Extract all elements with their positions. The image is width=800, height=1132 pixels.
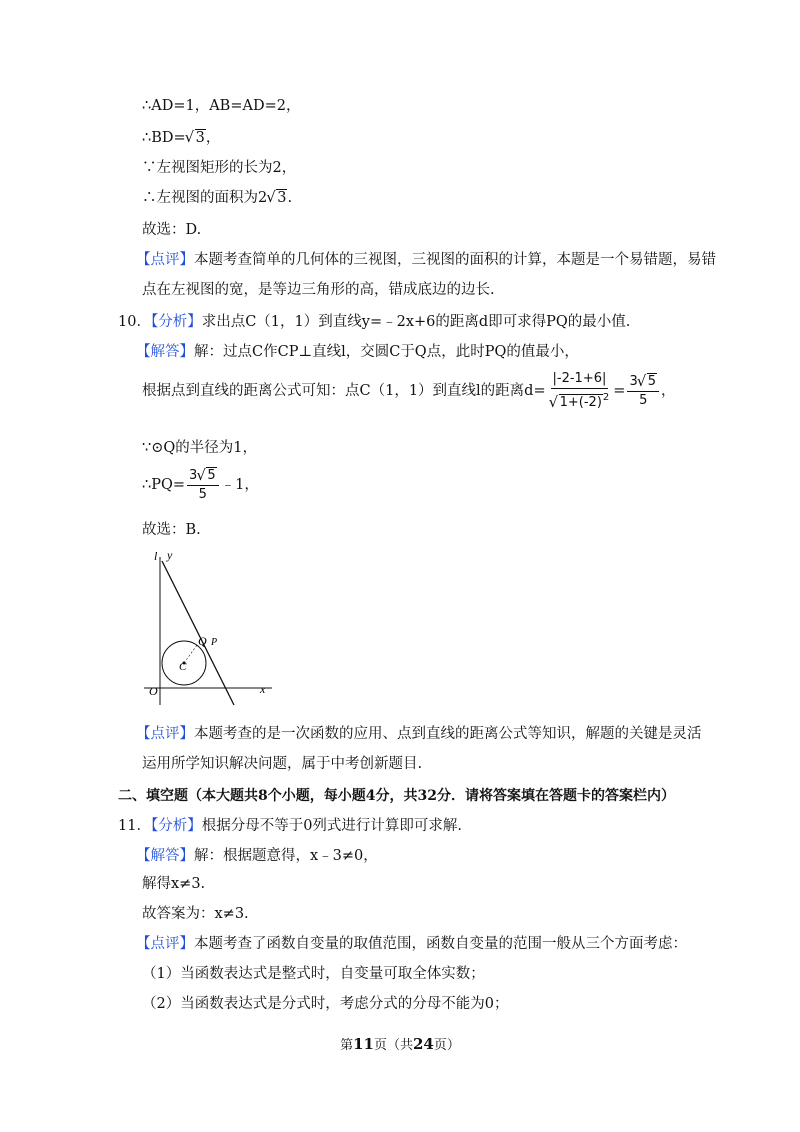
- label-p: P: [211, 637, 218, 648]
- section-heading: 二、填空题（本大题共8个小题，每小题4分，共32分．请将答案填在答题卡的答案栏内）: [118, 788, 675, 804]
- page-number: 11: [353, 1035, 374, 1053]
- label-x: x: [260, 682, 266, 696]
- pq-fraction: $\frac{3√ 5}{5}$: [187, 467, 219, 504]
- q11-number: 11．: [118, 818, 151, 834]
- q10-radius: ∵⊙Q的半径为1，: [142, 440, 257, 456]
- q11-answer: 故答案为：x≠3.: [142, 906, 249, 922]
- q11-step: 解得x≠3.: [142, 876, 206, 892]
- line-ad-ab: ∴AD=1，AB=AD=2，: [142, 98, 301, 114]
- q11-review: 【点评】本题考查了函数自变量的取值范围，函数自变量的范围一般从三个方面考虑：: [136, 936, 687, 952]
- distance-fraction: |-2-1+6| √ $1+(-2)^2$: [548, 370, 612, 411]
- q10-analysis: 10．【分析】求出点C（1，1）到直线y=﹣2x+6的距离d即可求得PQ的最小值.: [118, 314, 631, 330]
- line-bd: ∴BD=√ 3，: [142, 128, 220, 148]
- page-total: 24: [413, 1035, 434, 1053]
- line-choose-d: 故选：D.: [142, 222, 202, 238]
- q10-pq: ∴PQ= $\frac{3√ 5}{5}$ ﹣1，: [142, 462, 259, 508]
- line-area: ∴左视图的面积为2√ 3.: [142, 188, 292, 208]
- q10-answer: 故选：B.: [142, 522, 201, 538]
- page-footer: 第11页（共24页）: [340, 1035, 460, 1053]
- q10-formula: 根据点到直线的距离公式可知：点C（1，1）到直线l的距离d= |-2-1+6| √ $1+(-2)^2$ = $\frac{3√ 5}{5}$ ，: [142, 368, 676, 414]
- q11-solution: 【解答】解：根据题意得，x﹣3≠0，: [136, 848, 378, 864]
- q11-case2: （2）当函数表达式是分式时，考虑分式的分母不能为0；: [142, 996, 509, 1012]
- q11-analysis: 11．【分析】根据分母不等于0列式进行计算即可求解.: [118, 818, 463, 834]
- label-y: y: [167, 548, 173, 562]
- review-9-cont: 点在左视图的宽，是等边三角形的高，错成底边的边长.: [142, 282, 495, 298]
- sqrt-3-area: √ 3: [267, 188, 287, 208]
- label-c: C: [179, 661, 187, 673]
- q10-review: 【点评】本题考查的是一次函数的应用、点到直线的距离公式等知识，解题的关键是灵活: [136, 726, 702, 742]
- q10-solution: 【解答】解：过点C作CP⊥直线l，交圆C于Q点，此时PQ的值最小，: [136, 344, 579, 360]
- label-l: l: [154, 549, 158, 563]
- q10-review-cont: 运用所学知识解决问题，属于中考创新题目.: [142, 756, 423, 772]
- label-q: Q: [198, 634, 207, 648]
- result-fraction: $\frac{3√ 5}{5}$: [627, 373, 659, 410]
- bd-prefix: ∴BD=: [142, 130, 186, 146]
- q11-case1: （1）当函数表达式是整式时，自变量可取全体实数；: [142, 966, 485, 982]
- coordinate-figure: [140, 545, 280, 710]
- review-9: 【点评】本题考查简单的几何体的三视图，三视图的面积的计算，本题是一个易错题，易错: [136, 252, 716, 268]
- q10-number: 10．: [118, 314, 151, 330]
- review-tag: 【点评】: [136, 252, 194, 268]
- sqrt-3: √ 3: [186, 128, 206, 148]
- line-rect-length: ∵左视图矩形的长为2，: [142, 160, 297, 176]
- line-l: [162, 561, 234, 705]
- label-o: O: [149, 684, 158, 698]
